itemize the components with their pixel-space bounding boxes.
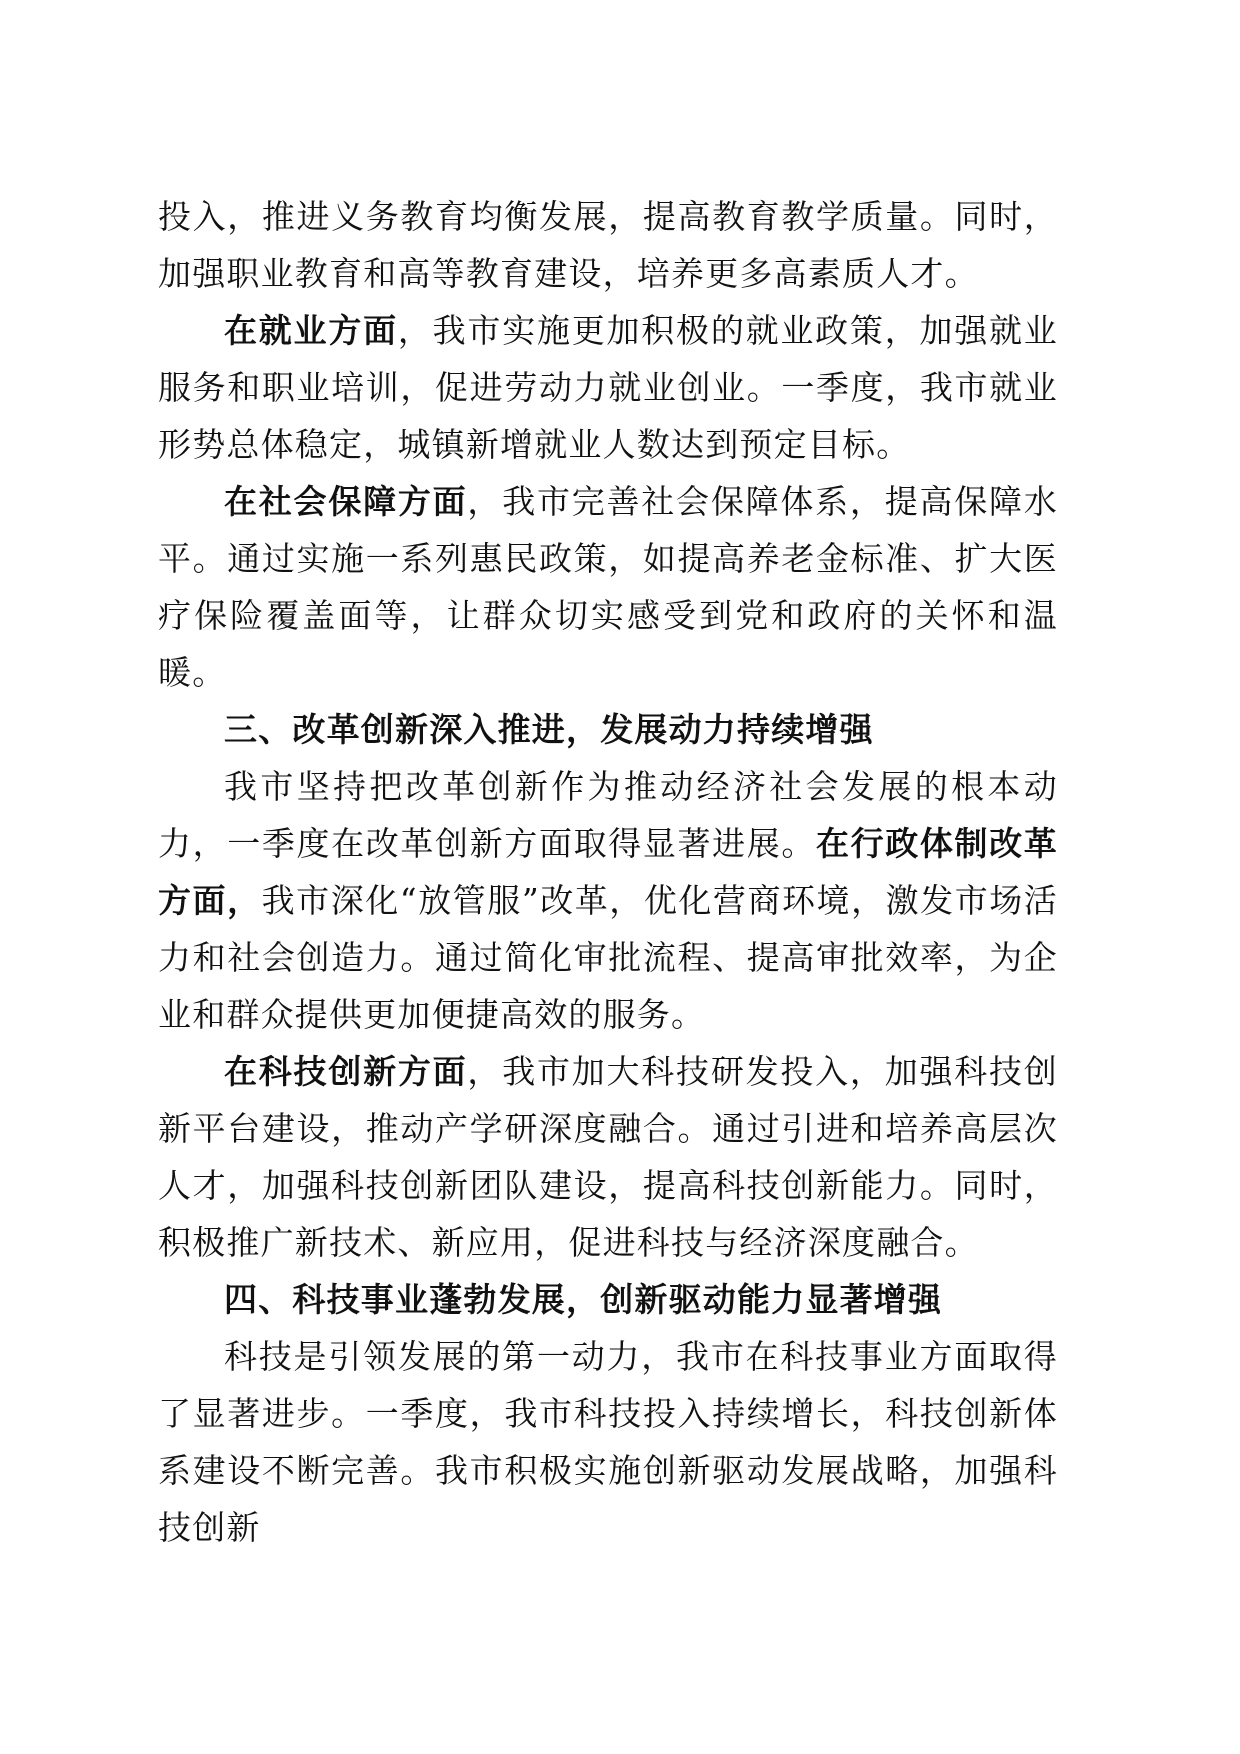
paragraph-technology	[158, 1328, 1058, 1556]
paragraph-text: 投入，推进义务教育均衡发展，提高教育教学质量。同时，加强职业教育和高等教育建设，培养更多高素质人才。	[158, 197, 1058, 293]
paragraph-tech-innovation	[158, 1043, 1058, 1271]
paragraph-lead-employment: 在就业方面	[224, 311, 398, 350]
paragraph-social-security	[158, 473, 1058, 701]
section-heading-reform: 三、改革创新深入推进，发展动力持续增强	[224, 710, 874, 749]
paragraph-text-intro: 我市坚持把改革创新作为推动经济社会发展的根本动力，一季度在改革创新方面取得显著进展。	[158, 767, 1058, 863]
document-body	[158, 188, 1058, 1556]
paragraph-reform	[158, 758, 1058, 1043]
section-heading-technology: 四、科技事业蓬勃发展，创新驱动能力显著增强	[224, 1280, 943, 1319]
paragraph-text: ，我市完善社会保障体系，提高保障水平。通过实施一系列惠民政策，如提高养老金标准、扩大医疗保险覆盖面等，让群众切实感受到党和政府的关怀和温暖。	[158, 482, 1058, 692]
paragraph-lead-social-security: 在社会保障方面	[224, 482, 468, 521]
paragraph-text: 科技是引领发展的第一动力，我市在科技事业方面取得了显著进步。一季度，我市科技投入持续增长，科技创新体系建设不断完善。我市积极实施创新驱动发展战略，加强科技创新	[158, 1337, 1058, 1547]
paragraph-employment	[158, 302, 1058, 473]
paragraph-lead-admin-reform: 在行政体制改革方面，	[158, 824, 1058, 920]
paragraph-text: ，我市加大科技研发投入，加强科技创新平台建设，推动产学研深度融合。通过引进和培养高层次人才，加强科技创新团队建设，提高科技创新能力。同时，积极推广新技术、新应用，促进科技与经济深度融合。	[158, 1052, 1058, 1262]
paragraph-lead-tech-innovation: 在科技创新方面	[224, 1052, 468, 1091]
paragraph-text: 我市深化“放管服”改革，优化营商环境，激发市场活力和社会创造力。通过简化审批流程、提高审批效率，为企业和群众提供更加便捷高效的服务。	[158, 881, 1058, 1034]
paragraph-education-continued	[158, 188, 1058, 302]
paragraph-text: ，我市实施更加积极的就业政策，加强就业服务和职业培训，促进劳动力就业创业。一季度，我市就业形势总体稳定，城镇新增就业人数达到预定目标。	[158, 311, 1058, 464]
